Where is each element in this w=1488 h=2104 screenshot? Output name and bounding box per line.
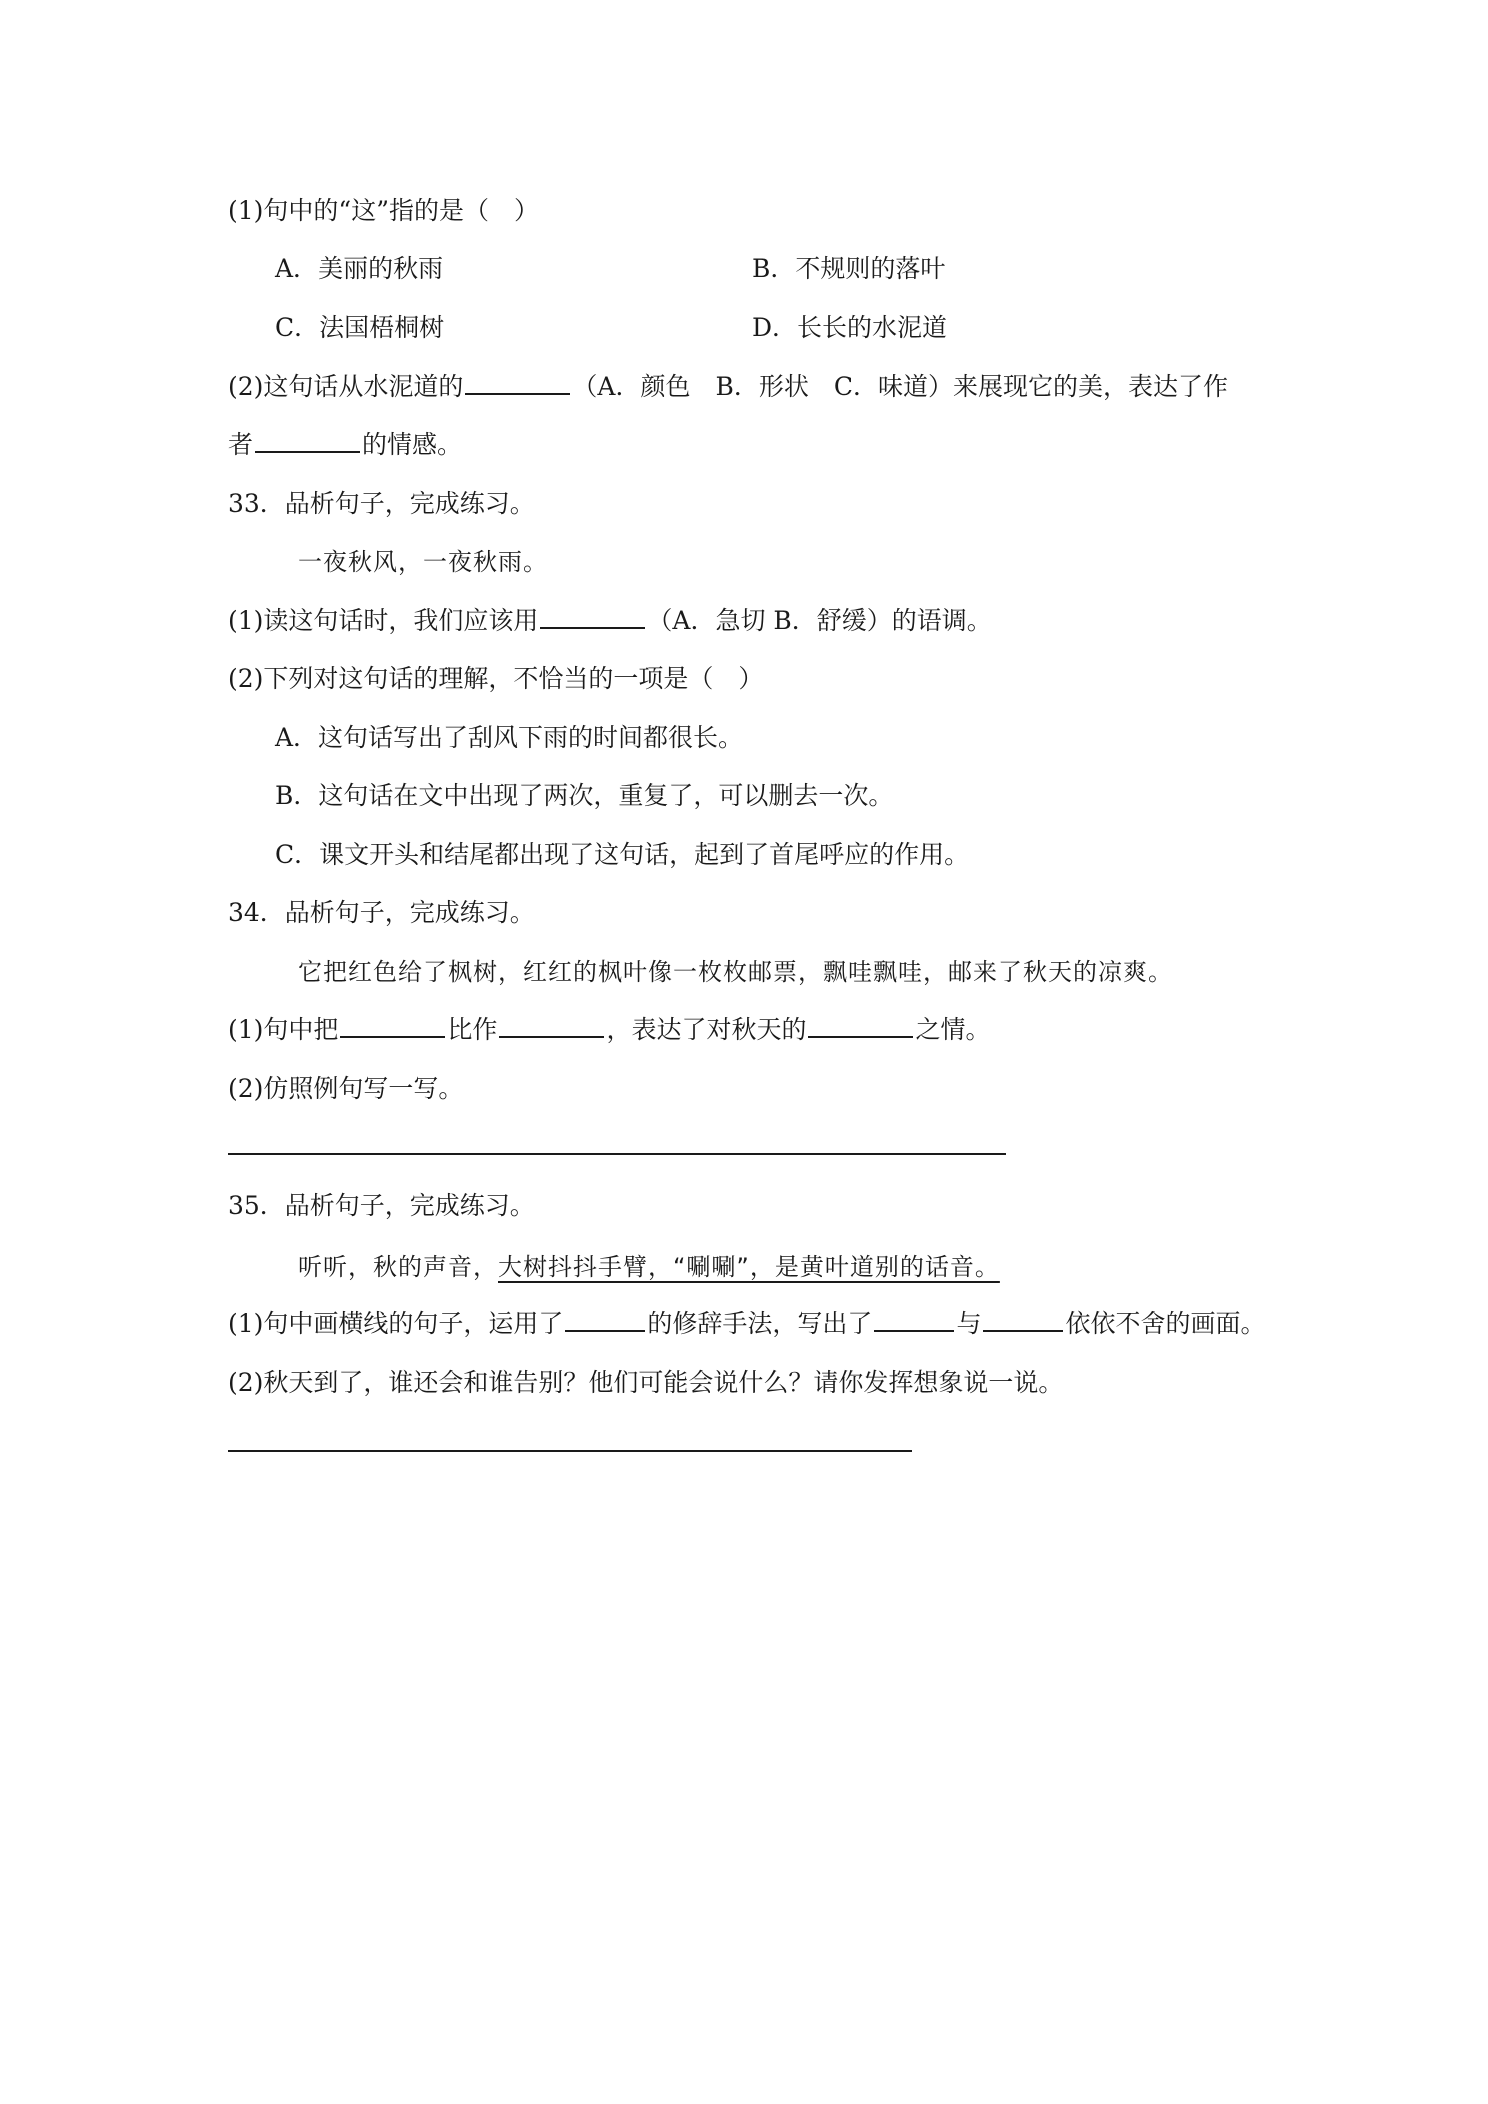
answer-blank[interactable] (499, 1014, 604, 1038)
option-text: 法国梧桐树 (319, 313, 445, 342)
q34-sub1-text: 比作 (447, 1015, 498, 1044)
answer-blank[interactable] (874, 1308, 954, 1332)
answer-blank[interactable] (255, 429, 360, 453)
answer-blank[interactable] (340, 1014, 445, 1038)
q32-sub2-text: 的情感。 (362, 430, 463, 459)
q33-sub2: (2)下列对这句话的理解，不恰当的一项是（ ） (228, 664, 764, 693)
q33-sub1 (228, 604, 992, 638)
q34-sub1 (228, 1013, 990, 1047)
q35-title: 35．品析句子，完成练习。 (228, 1191, 535, 1220)
q34-sub1-text: 之情。 (915, 1015, 991, 1044)
option-text: 长长的水泥道 (797, 313, 948, 342)
q35-quote-text: 听听，秋的声音， (298, 1253, 498, 1281)
q34-sub1-text: ，表达了对秋天的 (606, 1015, 807, 1044)
answer-blank[interactable] (808, 1014, 913, 1038)
answer-blank[interactable] (465, 371, 570, 395)
q35-sub1-text: 依依不舍的画面。 (1065, 1309, 1266, 1338)
q33-title: 33．品析句子，完成练习。 (228, 489, 535, 518)
option-letter: D． (752, 313, 798, 342)
q32-sub2-text: （A．颜色 B．形状 C．味道）来展现它的美，表达了作 (572, 372, 1228, 401)
q32-option-c (275, 311, 444, 345)
q33-quote: 一夜秋风，一夜秋雨。 (298, 548, 548, 576)
q33-sub1-text: (1)读这句话时，我们应该用 (228, 606, 539, 635)
q35-quote (298, 1250, 1000, 1284)
q32-option-a (275, 252, 443, 286)
q35-sub1-text: (1)句中画横线的句子，运用了 (228, 1309, 564, 1338)
q34-sub1-text: (1)句中把 (228, 1015, 339, 1044)
q32-sub2-text: (2)这句话从水泥道的 (228, 372, 464, 401)
q33-option-b: B．这句话在文中出现了两次，重复了，可以删去一次。 (275, 781, 894, 810)
q35-sub2: (2)秋天到了，谁还会和谁告别？他们可能会说什么？请你发挥想象说一说。 (228, 1368, 1064, 1397)
q34-quote: 它把红色给了枫树，红红的枫叶像一枚枚邮票，飘哇飘哇，邮来了秋天的凉爽。 (298, 958, 1173, 986)
option-text: 美丽的秋雨 (318, 254, 444, 283)
option-letter: B． (752, 254, 796, 283)
q33-option-c: C．课文开头和结尾都出现了这句话，起到了首尾呼应的作用。 (275, 840, 970, 869)
q32-option-d (752, 311, 947, 345)
q34-answer-line[interactable] (228, 1153, 1006, 1155)
q32-sub2-text: 者 (228, 430, 254, 459)
q33-option-a: A．这句话写出了刮风下雨的时间都很长。 (275, 723, 744, 752)
answer-blank[interactable] (983, 1308, 1063, 1332)
option-letter: C． (275, 313, 320, 342)
q35-sub1-text: 与 (956, 1309, 982, 1338)
q34-sub2: (2)仿照例句写一写。 (228, 1074, 464, 1103)
q35-sub1-text: 的修辞手法，写出了 (647, 1309, 873, 1338)
option-letter: A． (275, 254, 319, 283)
option-text: 不规则的落叶 (795, 254, 946, 283)
q32-option-b (752, 252, 945, 286)
q35-quote-underlined: 大树抖抖手臂，“唰唰”，是黄叶道别的话音。 (498, 1253, 1000, 1281)
answer-blank[interactable] (565, 1308, 645, 1332)
answer-blank[interactable] (540, 605, 645, 629)
q34-title: 34．品析句子，完成练习。 (228, 898, 535, 927)
q35-answer-line[interactable] (228, 1450, 912, 1452)
q32-sub1: (1)句中的“这”指的是（ ） (228, 196, 539, 225)
q35-sub1 (228, 1307, 1265, 1341)
q32-sub2 (228, 370, 1228, 404)
q33-sub1-text: （A．急切 B．舒缓）的语调。 (647, 606, 992, 635)
q32-sub2-cont (228, 428, 462, 462)
